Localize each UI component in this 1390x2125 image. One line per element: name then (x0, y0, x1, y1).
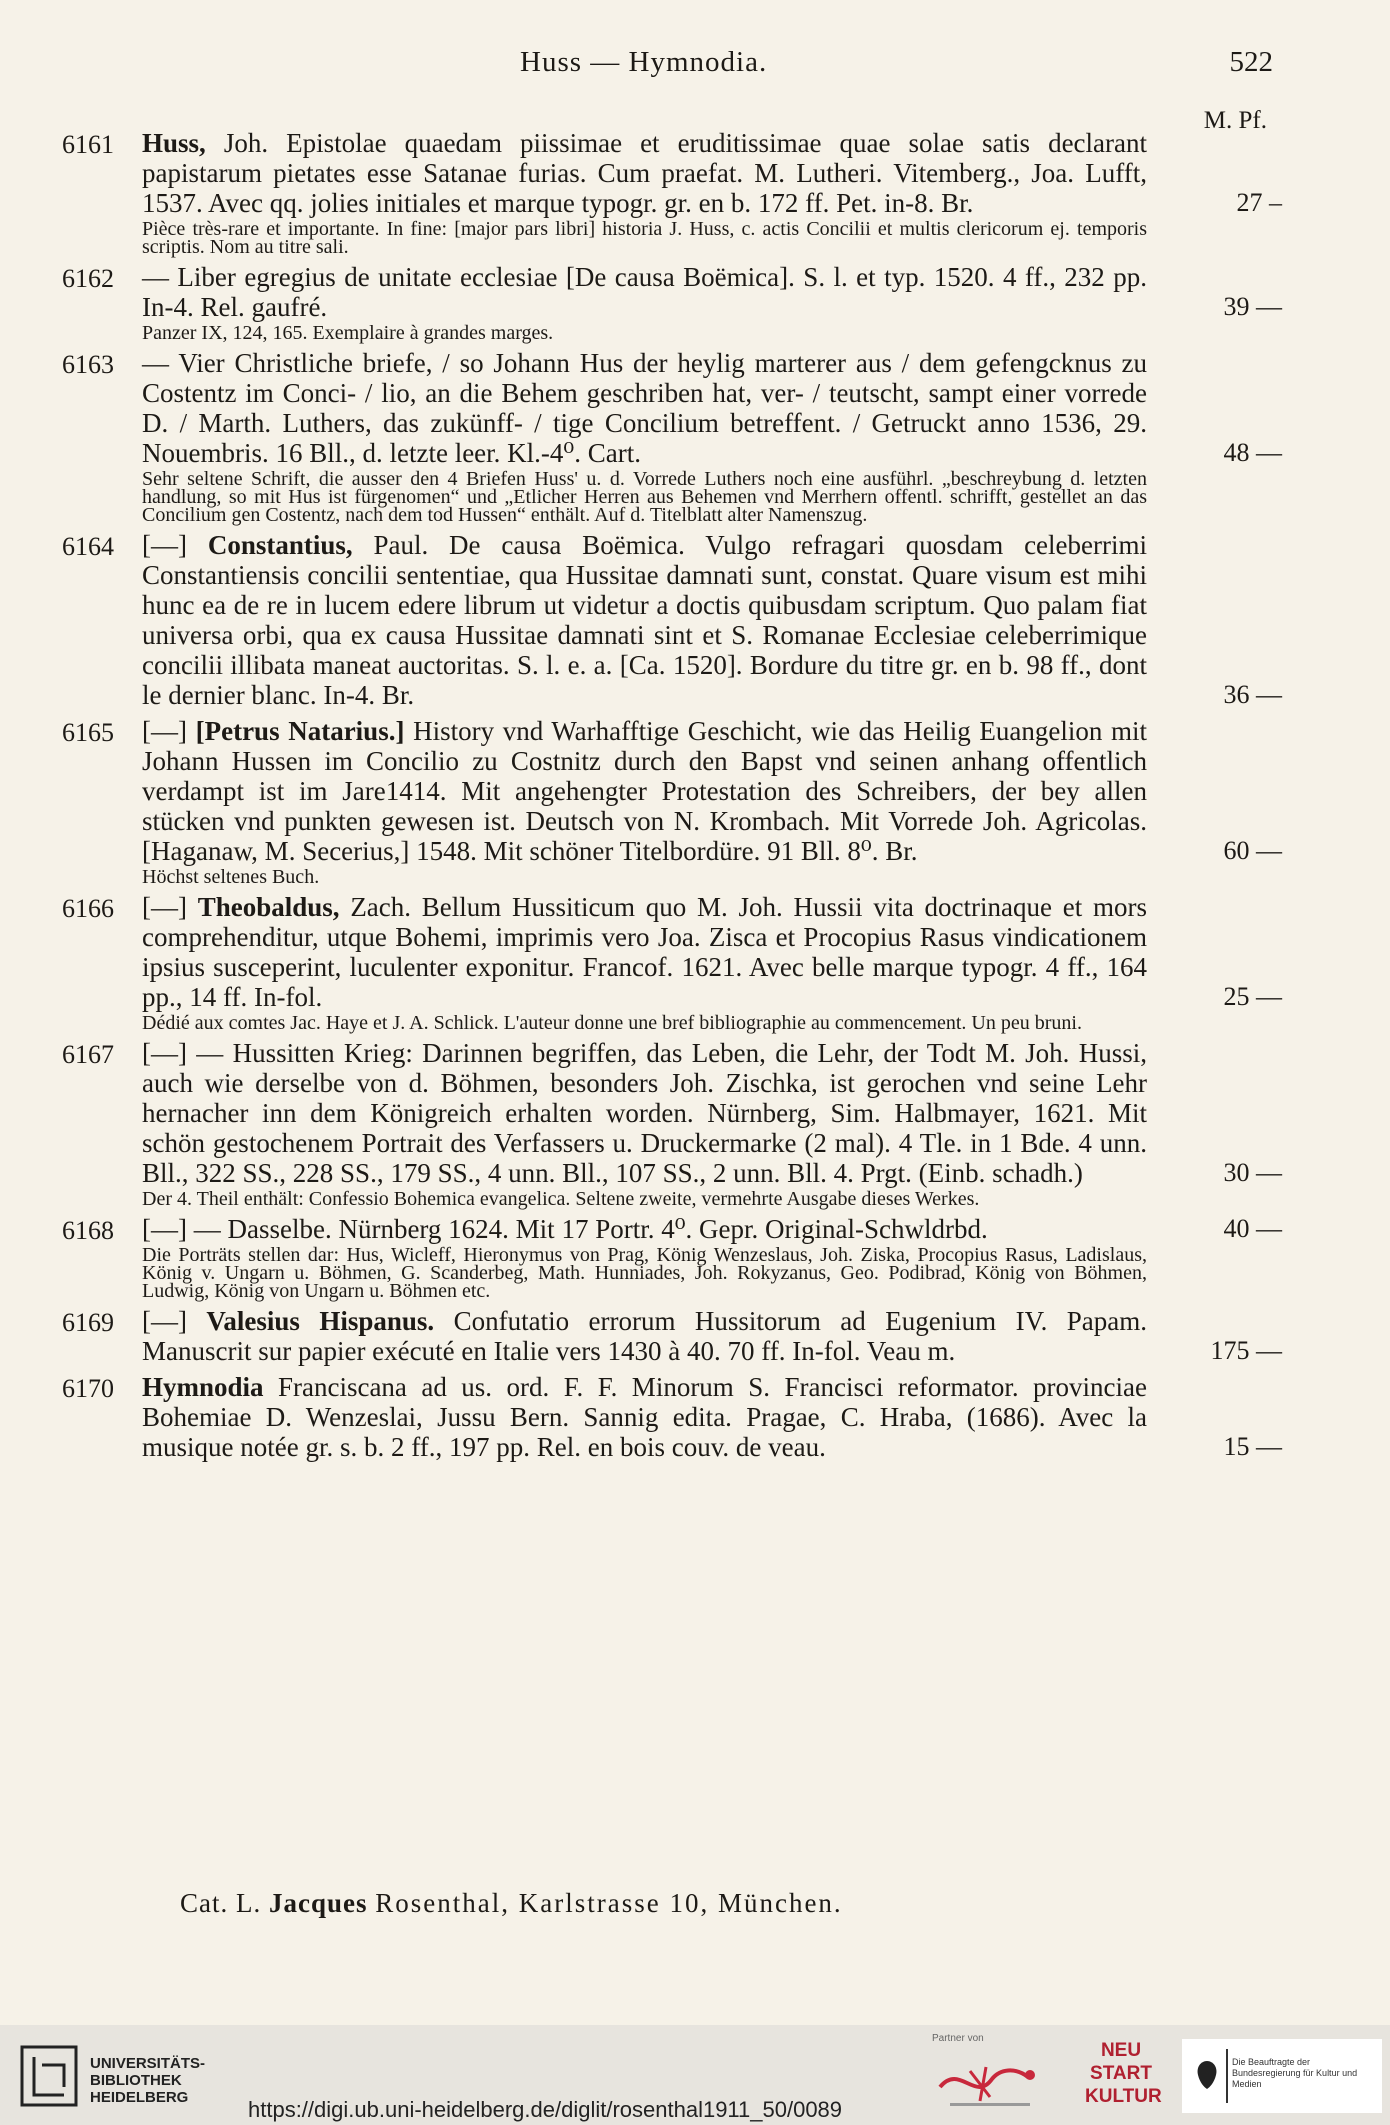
entry-text: — Dasselbe. Nürnberg 1624. Mit 17 Portr. 4⁰. Gepr. Original-Schwldrbd. (193, 1214, 988, 1244)
bkm-text: Die Beauftragte der Bundesregierung für Kultur und Medien (1232, 2057, 1358, 2089)
entry-note: Höchst seltenes Buch. (142, 866, 320, 888)
entry-prefix: [—] (142, 892, 198, 922)
entry-price: 60 — (1223, 836, 1282, 865)
page-number: 522 (1229, 46, 1273, 78)
entry-description (142, 716, 1147, 866)
catalog-entry (62, 716, 1282, 886)
entry-text: History vnd Warhafftige Geschicht, wie das Heilig Euangelion mit Johann Hussen im Concilio zu Costnitz durch den Bapst vnd seinen anhang offentlich verdampt ist im Jare1414. Mit angehengter Protestation des Schreibers, der bey allen stücken vnd punkten gewesen ist. Deutsch von N. Krombach. Mit Vorrede Joh. Agricolas. [Haganaw, M. Secerius,] 1548. Mit schöner Titelbordüre. 91 Bll. 8⁰. Br. (142, 716, 1147, 866)
bkm-logo[interactable] (1182, 2039, 1382, 2113)
footer-rest: Rosenthal, Karlstrasse 10, München. (375, 1888, 843, 1918)
entry-number: 6170 (62, 1374, 114, 1403)
entry-description (142, 1306, 1147, 1366)
entry-number: 6164 (62, 532, 114, 561)
entry-price: 25 — (1223, 982, 1282, 1011)
entry-number: 6168 (62, 1216, 114, 1245)
entry-note: Sehr seltene Schrift, die ausser den 4 Briefen Huss' u. d. Vorrede Luthers noch eine ausführl. „beschreybung d. letzten handlung, so mit Hus ist fürgenomen“ und „Etlicher Herren aus Behemen vnd Merrhern offentl. schrifft, gestellet an das Concilium gen Costentz, nach dem tod Hussen“ enthält. Auf d. Titelblatt alter Namenszug. (142, 468, 1147, 526)
entry-price: 36 — (1223, 680, 1282, 709)
currency-header: M. Pf. (1203, 107, 1267, 134)
entry-text: — Hussitten Krieg: Darinnen begriffen, das Leben, die Lehr, der Todt M. Joh. Hussi, auch wie derselbe von d. Böhmen, besonders Joh. Zischka, ist gerochen vnd seine Lehr hernacher inn dem Königreich erhalten worden. Nürnberg, Sim. Halbmayer, 1621. Mit schön gestochenem Portrait des Verfassers u. Druckermarke (2 mal). 4 Tle. in 1 Bde. 4 unn. Bll., 322 SS., 228 SS., 179 SS., 4 unn. Bll., 107 SS., 2 unn. Bll. 4. Prgt. (Einb. schadh.) (142, 1038, 1147, 1188)
footer-name-bold: Jacques (269, 1888, 368, 1918)
entry-text: Franciscana ad us. ord. F. F. Minorum S. Francisci reformator. provinciae Bohemiae D. Wenzeslai, Jussu Bern. Sannig edita. Pragae, C. Hraba, (1686). Avec la musique notée gr. s. b. 2 ff., 197 pp. Rel. en bois couv. de veau. (142, 1372, 1147, 1462)
entry-text: — Liber egregius de unitate ecclesiae [De causa Boëmica]. S. l. et typ. 1520. 4 ff., 232 pp. In-4. Rel. gaufré. (142, 262, 1147, 322)
entry-description (142, 530, 1147, 710)
entry-price: 30 — (1223, 1158, 1282, 1187)
kultur-label: KULTUR (1085, 2086, 1162, 2107)
entry-author: Huss, (142, 128, 206, 158)
entry-description (142, 262, 1147, 322)
catalog-entry (62, 128, 1282, 256)
entry-text: Paul. De causa Boëmica. Vulgo refragari quosdam celeberrimi Constantiensis concilii sententiae, qua Hussitae damnati sunt, constat. Quare visum est mihi hunc ea de re in lucem edere librum ut videtur a doctis quibusdam scriptum. Quo palam fiat universa orbi, qua ex causa Hussitae damnati sint et S. Romanae Ecclesiae celeberrimique concilii illibata maneat auctoritas. S. l. e. a. [Ca. 1520]. Bordure du titre gr. en b. 98 ff., dont le dernier blanc. In-4. Br. (142, 530, 1147, 710)
entry-number: 6163 (62, 350, 114, 379)
catalog-entry (62, 1214, 1282, 1300)
catalog-entry (62, 530, 1282, 716)
entry-note: Panzer IX, 124, 165. Exemplaire à grandes marges. (142, 322, 554, 344)
start-label: START (1090, 2063, 1152, 2084)
entry-description (142, 1372, 1147, 1462)
entry-price: 15 — (1223, 1432, 1282, 1461)
uni-line-1: UNIVERSITÄTS- (90, 2055, 206, 2072)
entry-note: Die Porträts stellen dar: Hus, Wicleff, Hieronymus von Prag, König Wenzeslaus, Joh. Ziska, Procopius Rasus, Ladislaus, König v. Ungarn u. Böhmen, G. Scanderbeg, Math. Hunniades, Joh. Rokyzanus, Geo. Podibrad, König von Böhmen, Ludwig, König von Ungarn u. Böhmen etc. (142, 1244, 1147, 1302)
catalog-footer (180, 1888, 843, 1919)
uni-line-3: HEIDELBERG (90, 2089, 189, 2106)
entry-text: Zach. Bellum Hussiticum quo M. Joh. Hussii vita doctrinaque et mors comprehenditur, utque Bohemi, imprimis vero Joa. Zisca et Procopius Rasus vindicationem ipsius susceperint, luculenter exponitur. Francof. 1621. Avec belle marque typogr. 4 ff., 164 pp., 14 ff. In-fol. (142, 892, 1147, 1012)
entry-number: 6169 (62, 1308, 114, 1337)
entry-text: — Vier Christliche briefe, / so Johann Hus der heylig marterer aus / dem gefengcknus zu Costentz im Conci- / lio, an die Behem geschriben hat, ver- / teutscht, sampt einer vorrede D. / Marth. Luthers, das zukünff- / tige Concilium betreffent. / Getruckt anno 1536, 29. Nouembris. 16 Bll., d. letzte leer. Kl.-4⁰. Cart. (142, 348, 1147, 468)
entry-prefix: [—] (142, 716, 196, 746)
entry-number: 6167 (62, 1040, 114, 1069)
entry-number: 6165 (62, 718, 114, 747)
entry-number: 6162 (62, 264, 114, 293)
entry-description (142, 348, 1147, 468)
catalog-entry (62, 348, 1282, 524)
catalog-entry (62, 1038, 1282, 1208)
entry-author: Constantius, (207, 530, 353, 560)
partner-label: Partner von (932, 2033, 984, 2044)
entry-prefix: [—] (142, 1038, 197, 1068)
entry-text: Joh. Epistolae quaedam piissimae et eruditissimae quae solae satis declarant papistarum pietates esse Satanae furias. Cum praefat. M. Lutheri. Vitemberg., Joa. Lufft, 1537. Avec qq. jolies initiales et marque typogr. gr. en b. 172 ff. Pet. in-8. Br. (142, 128, 1147, 218)
entry-price: 175 — (1210, 1336, 1282, 1365)
running-title: Huss — Hymnodia. (520, 46, 768, 78)
digitization-banner (0, 2025, 1390, 2125)
university-logo-icon (20, 2045, 78, 2107)
catalog-entry (62, 1372, 1282, 1468)
entry-author: Hymnodia (142, 1372, 264, 1402)
running-head (0, 46, 1390, 86)
entry-price: 39 — (1223, 292, 1282, 321)
entry-description (142, 892, 1147, 1012)
entry-description (142, 128, 1147, 218)
catalog-entry (62, 892, 1282, 1032)
catalog-entry (62, 262, 1282, 342)
entry-price: 40 — (1223, 1214, 1282, 1243)
permalink-url[interactable]: https://digi.ub.uni-heidelberg.de/diglit/rosenthal1911_50/0089 (248, 2097, 843, 2122)
entry-author: [Petrus Natarius.] (195, 716, 405, 746)
federal-eagle-icon (1192, 2057, 1222, 2093)
catalog-list (62, 128, 1282, 1468)
entry-prefix: [—] (142, 1214, 194, 1244)
entry-price: 27 – (1236, 188, 1282, 217)
entry-description (142, 1214, 1147, 1244)
entry-note: Dédié aux comtes Jac. Haye et J. A. Schlick. L'auteur donne une bref bibliographie au commencement. Un peu bruni. (142, 1012, 1082, 1034)
entry-note: Pièce très-rare et importante. In fine: [major pars libri] historia J. Huss, c. actis Concilii et multis clericorum ej. temporis scriptis. Nom au titre sali. (142, 218, 1147, 258)
neustart-kultur-logo[interactable] (1085, 2039, 1162, 2113)
entry-description (142, 1038, 1147, 1188)
ddb-logo-icon[interactable] (930, 2053, 1050, 2111)
entry-prefix: [—] (142, 1306, 207, 1336)
entry-spacer (142, 1462, 1282, 1468)
catalog-entry (62, 1306, 1282, 1372)
entry-price: 48 — (1223, 438, 1282, 467)
entry-author: Theobaldus, (197, 892, 340, 922)
bkm-divider (1226, 2049, 1228, 2103)
entry-author: Valesius Hispanus. (206, 1306, 435, 1336)
entry-number: 6166 (62, 894, 114, 923)
footer-prefix: Cat. L. (180, 1888, 262, 1918)
entry-number: 6161 (62, 130, 114, 159)
neu-label: NEU (1100, 2040, 1142, 2061)
entry-prefix: [—] (142, 530, 208, 560)
entry-text: Confutatio errorum Hussitorum ad Eugenium IV. Papam. Manuscrit sur papier exécuté en Italie vers 1430 à 40. 70 ff. In-fol. Veau m. (142, 1306, 1148, 1366)
uni-line-2: BIBLIOTHEK (90, 2072, 182, 2089)
entry-note: Der 4. Theil enthält: Confessio Bohemica evangelica. Seltene zweite, vermehrte Ausgabe dieses Werkes. (142, 1188, 980, 1210)
university-name (90, 2055, 205, 2106)
